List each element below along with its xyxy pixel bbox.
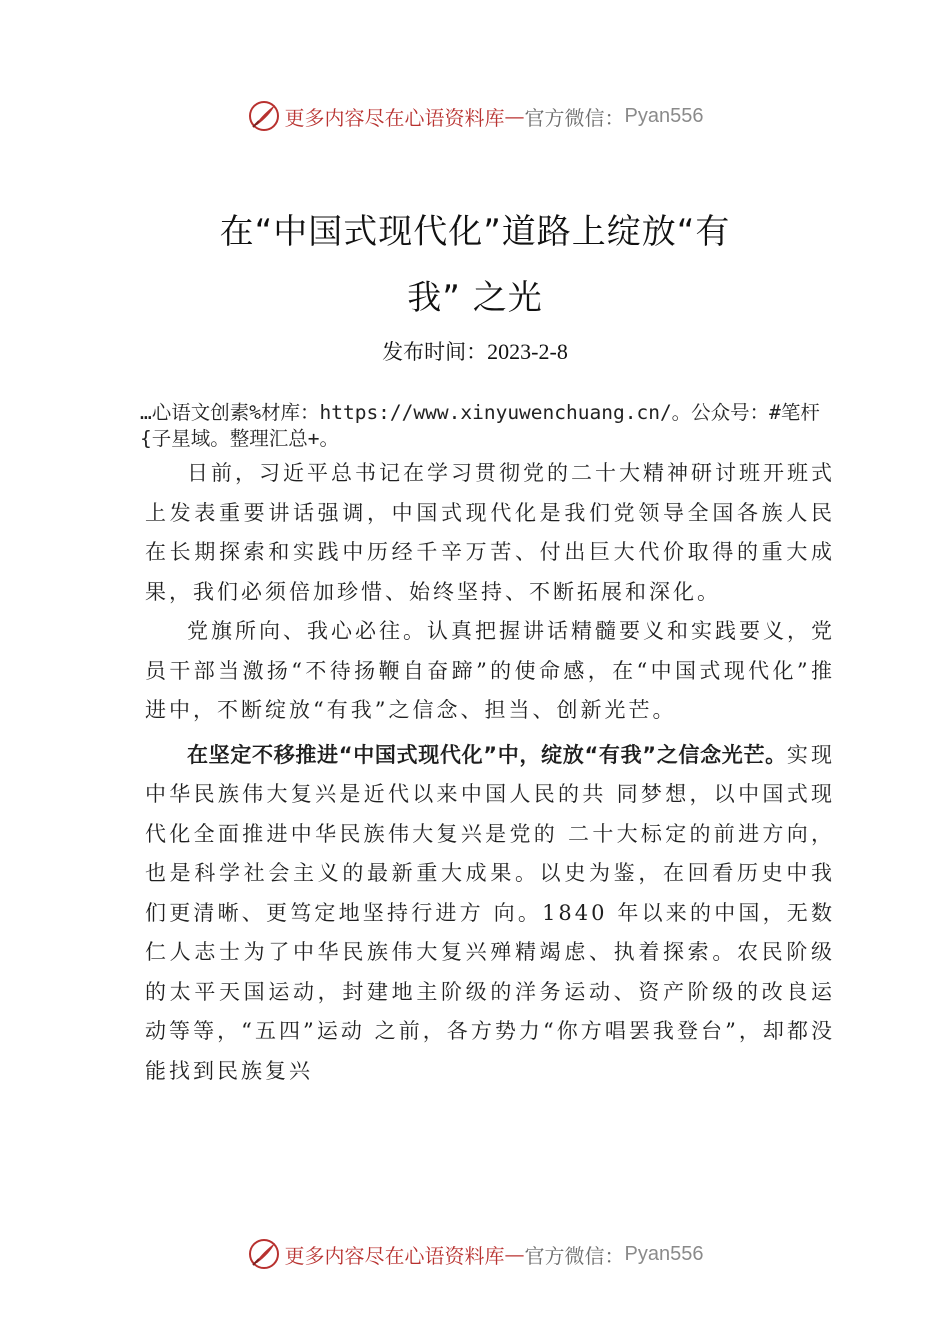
paragraph-1: 日前，习近平总书记在学习贯彻党的二十大精神研讨班开班式上发表重要讲话强调，中国式现代化是我们党领导全国各族人民在长期探索和实践中历经千辛万苦、付出巨大代价取得的重大成果，我们必须倍加珍惜、始终坚持、不断拓展和深化。: [145, 461, 835, 604]
quill-logo-icon: [247, 99, 281, 133]
watermark-banner-bottom: [0, 1234, 950, 1274]
page-title-line2: 我” 之光: [407, 278, 543, 318]
banner-gray-text: 官方微信：: [524, 105, 625, 130]
banner-dash: —: [504, 1242, 525, 1266]
watermark-banner-top: [0, 96, 950, 136]
banner-dash: —: [504, 104, 525, 128]
banner-wechat-id: Pyan556: [624, 1242, 704, 1265]
paragraph-2: 党旗所向、我心必往。认真把握讲话精髓要义和实践要义，党员干部当激扬“不待扬鞭自奋蹄”的使命感，在“中国式现代化”推进中，不断绽放“有我”之信念、担当、创新光芒。: [145, 619, 835, 722]
paragraph-3-text: 实现中华民族伟大复兴是近代以来中国人民的共 同梦想，以中国式现代化全面推进中华民族伟大复兴是党的 二十大标定的前进方向，也是科学社会主义的最新重大成果。以史为鉴，在回看历史中我们更清晰、更笃定地坚持行进方 向。1840 年以来的中国，无数仁人志士为了中华民族伟大复兴殚精竭虑、执着探索。农民阶级的太平天国运动，封建地主阶级的洋务运动、资产阶级的改良运动等等，“五四”运动 之前，各方势力“你方唱罢我登台”，却都没能找到民族复兴: [145, 742, 835, 1083]
banner-gray-text: 官方微信：: [524, 1243, 625, 1268]
publish-date-value: 2023-2-8: [487, 339, 568, 364]
source-note: …心语文创素%材库：https://www.xinyuwenchuang.cn/。公众号：#笔杆{子星域。整理汇总+。: [140, 401, 820, 450]
paragraph-3: [145, 736, 835, 1092]
paragraph-3-heading: 在坚定不移推进“中国式现代化”中，绽放“有我”之信念光芒。: [187, 742, 787, 767]
quill-logo-icon: [247, 1237, 281, 1271]
banner-red-text: 更多内容尽在心语资料库: [284, 105, 505, 130]
article-body: [145, 454, 835, 1091]
publish-date: [0, 336, 950, 366]
publish-date-label: 发布时间：: [382, 340, 488, 364]
page-title-line1: 在“中国式现代化”道路上绽放“有: [219, 212, 731, 252]
banner-wechat-id: Pyan556: [624, 104, 704, 127]
banner-red-text: 更多内容尽在心语资料库: [284, 1243, 505, 1268]
